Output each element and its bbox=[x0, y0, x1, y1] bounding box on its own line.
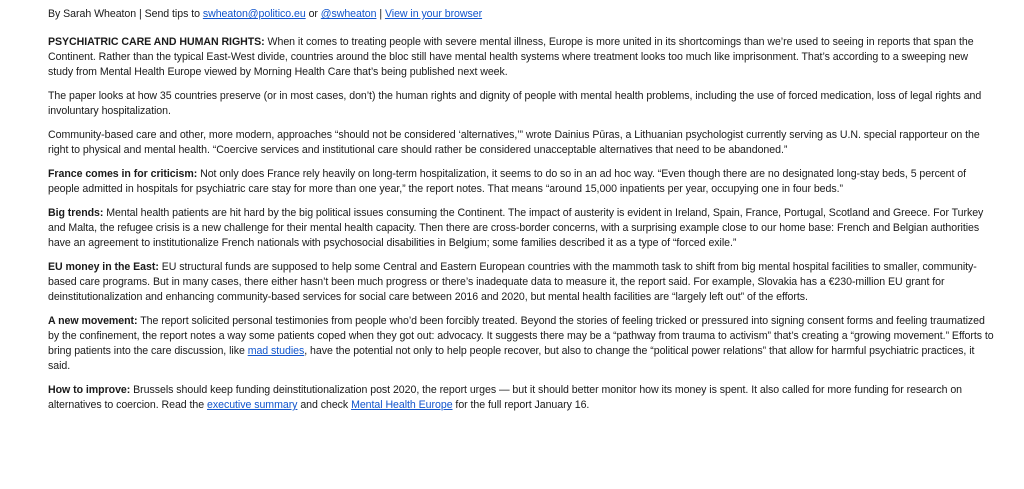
paragraph-eu-money bbox=[48, 260, 994, 305]
byline-prefix: By Sarah Wheaton | Send tips to bbox=[48, 8, 203, 20]
paragraph-text: The report solicited personal testimonies from people who’d been forcibly treated. Beyond the stories of feeling tricked or pressured into signing consent forms and feeling traumatized by the confinement, the report notes a way some patients coped when they got out: advocacy. It suggests there may be a “pathway from trauma to activism” that’s creating a “growing movement.” Efforts to bring patients into the care discussion, like bbox=[48, 315, 994, 357]
section-lead: A new movement: bbox=[48, 315, 138, 327]
paragraph-france bbox=[48, 167, 994, 197]
paragraph-community-care bbox=[48, 128, 994, 158]
paragraph-text: When it comes to treating people with severe mental illness, Europe is more united in its shortcomings than we’re used to seeing in reports that span the Continent. Rather than the typical East-West divide, countries around the bloc still have mental health systems where treatment looks too much like imprisonment. That’s according to a sweeping new study from Mental Health Europe viewed by Morning Health Care that’s being published next week. bbox=[48, 36, 974, 78]
paragraph-text: and check bbox=[297, 399, 352, 411]
section-lead: How to improve: bbox=[48, 384, 131, 396]
paragraph-psychiatric-care bbox=[48, 35, 994, 80]
view-in-browser-link[interactable]: View in your browser bbox=[384, 8, 483, 20]
byline bbox=[48, 7, 994, 22]
paragraph-text: Not only does France rely heavily on long-term hospitalization, it seems to do so in an ad hoc way. “Even though there are no designated long-stay beds, 5 percent of people admitted in hospitals for psychiatric care stay for more than one year,” the report notes. That means “around 15,000 inpatients per year, occupying one in four beds.” bbox=[48, 168, 967, 195]
paragraph-text: Brussels should keep funding deinstitutionalization post 2020, the report urges — but it should better monitor how its money is spent. It also called for more funding for research on alternatives to coercion. Read the bbox=[48, 384, 963, 411]
paragraph-how-to-improve bbox=[48, 383, 994, 413]
email-link[interactable]: swheaton@politico.eu bbox=[202, 8, 306, 20]
paragraph-text: Mental health patients are hit hard by the big political issues consuming the Continent. The impact of austerity is evident in Ireland, Spain, France, Portugal, Scotland and Greece. For Turkey and Malta, the refugee crisis is a new challenge for their mental health capacity. Then there are cross-border concerns, with a surprising example close to our home base: French and Belgian authorities have an agreement to institutionalize French nationals with psychosocial disabilities in Belgium; some families described it as a type of “forced exile.” bbox=[48, 207, 984, 249]
byline-separator: | bbox=[376, 8, 385, 20]
paragraph-text: for the full report January 16. bbox=[452, 399, 590, 411]
byline-or: or bbox=[305, 8, 321, 20]
paragraph-text: Community-based care and other, more modern, approaches “should not be considered ‘alternatives,’” wrote Dainius Pūras, a Lithuanian psychologist currently serving as U.N. special rapporteur on the right to physical and mental health. “Coercive services and institutional care should rather be considered unacceptable alternatives that need to be abandoned.” bbox=[48, 129, 980, 156]
paragraph-text: The paper looks at how 35 countries preserve (or in most cases, don’t) the human rights and dignity of people with mental health problems, including the use of forced medication, loss of legal rights and involuntary hospitalization. bbox=[48, 90, 982, 117]
executive-summary-link[interactable]: executive summary bbox=[207, 399, 298, 411]
mental-health-europe-link[interactable]: Mental Health Europe bbox=[351, 399, 453, 411]
paragraph-new-movement bbox=[48, 314, 994, 374]
section-lead: Big trends: bbox=[48, 207, 104, 219]
section-lead: France comes in for criticism: bbox=[48, 168, 198, 180]
paragraph-text: EU structural funds are supposed to help some Central and Eastern European countries with the mammoth task to shift from big mental hospital facilities to smaller, community-based care programs. But in many cases, there either hasn’t been much progress or there’s inadequate data to measure it, the report said. For example, Slovakia has a €230-million EU grant for deinstitutionalization and enhancing community-based services for social care between 2016 and 2020, but mental health facilities are “largely left out” of the efforts. bbox=[48, 261, 977, 303]
twitter-handle-link[interactable]: @swheaton bbox=[320, 8, 377, 20]
paragraph-paper-overview bbox=[48, 89, 994, 119]
section-lead: EU money in the East: bbox=[48, 261, 159, 273]
section-lead: PSYCHIATRIC CARE AND HUMAN RIGHTS: bbox=[48, 36, 265, 48]
mad-studies-link[interactable]: mad studies bbox=[247, 345, 305, 357]
paragraph-text: , have the potential not only to help people recover, but also to change the “political power relations” that allow for harmful psychiatric practices, it said. bbox=[48, 345, 975, 372]
paragraph-big-trends bbox=[48, 206, 994, 251]
